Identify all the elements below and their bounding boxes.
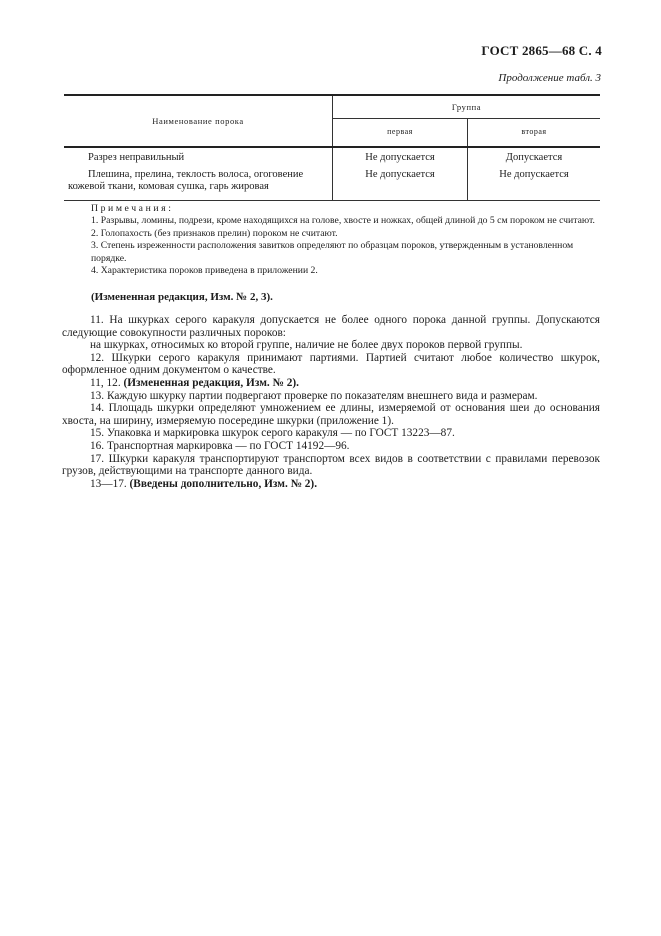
column-header-group: Группа [333,95,601,119]
paragraph-15: 15. Упаковка и маркировка шкурок серого каракуля — по ГОСТ 13223—87. [90,427,455,440]
note-text: 2. Голопахость (без признаков прелин) пороком не считают. [91,227,338,239]
note-item [91,240,601,265]
paragraph-11: 11. На шкурках серого каракуля допускается не более одного порока данной группы. Допускаются следующие совокупности различных пороков: [62,314,600,339]
column-header-second: вторая [468,119,601,147]
paragraph-12: 12. Шкурки серого каракуля принимают партиями. Партией считают любое количество шкурок, оформленное одним документом о качестве. [62,351,600,377]
defects-table [64,94,600,201]
first-group-cell: Не допускается [333,165,468,201]
defect-name-cell: Разрез неправильный [64,147,333,165]
table-row [64,147,600,165]
paragraph-14: 14. Площадь шкурки определяют умножением ее длины, измеряемой от основания шеи до основания хвоста, на ширину, измеряемую посередине шкурки (приложение 1). [62,402,600,427]
revision-note: (Измененная редакция, Изм. № 2, 3). [91,291,273,303]
paragraph-13: 13. Каждую шкурку партии подвергают проверке по показателям внешнего вида и размерам. [90,389,538,402]
revision-bold: (Измененная редакция, Изм. № 2). [123,376,299,389]
page-header: ГОСТ 2865—68 С. 4 [481,43,602,58]
second-group-cell: Не допускается [468,165,601,201]
note-item [91,215,601,227]
first-group-cell: Не допускается [333,147,468,165]
column-header-first: первая [333,119,468,147]
table-row [64,165,600,201]
note-text: 4. Характеристика пороков приведена в приложении 2. [91,265,318,277]
column-header-defect-name: Наименование порока [64,95,333,147]
defect-name-cell: Плешина, прелина, теклость волоса, огоговение кожевой ткани, комовая сушка, гарь жировая [64,165,333,201]
note-item [91,228,601,240]
paragraph-17: 17. Шкурки каракуля транспортируют транспортом всех видов в соответствии с правилами перевозок грузов, действующими на транспорте данного вида. [62,452,600,478]
note-text: 3. Степень изреженности расположения завитков определяют по образцам пороков, утвержденным в установленном порядке. [91,240,574,264]
notes-block [91,203,601,277]
paragraph-11-continued: на шкурках, относимых ко второй группе, наличие не более двух пороков первой группы. [90,339,523,352]
note-text: 1. Разрывы, ломины, подрези, кроме находящихся на голове, хвосте и ножках, общей длиной до 5 см пороком не считают. [91,215,595,227]
notes-title: Примечания: [91,203,174,214]
revision-bold: (Введены дополнительно, Изм. № 2). [129,477,318,490]
second-group-cell: Допускается [505,152,563,163]
paragraph-16: 16. Транспортная маркировка — по ГОСТ 14192—96. [90,439,350,452]
revision-prefix: 13—17. [90,477,127,490]
note-item [91,265,601,277]
table-continuation-label: Продолжение табл. 3 [498,72,601,84]
revision-11-12 [62,377,600,390]
body-text [62,314,600,490]
revision-prefix: 11, 12. [90,376,121,389]
revision-13-17 [62,478,600,491]
